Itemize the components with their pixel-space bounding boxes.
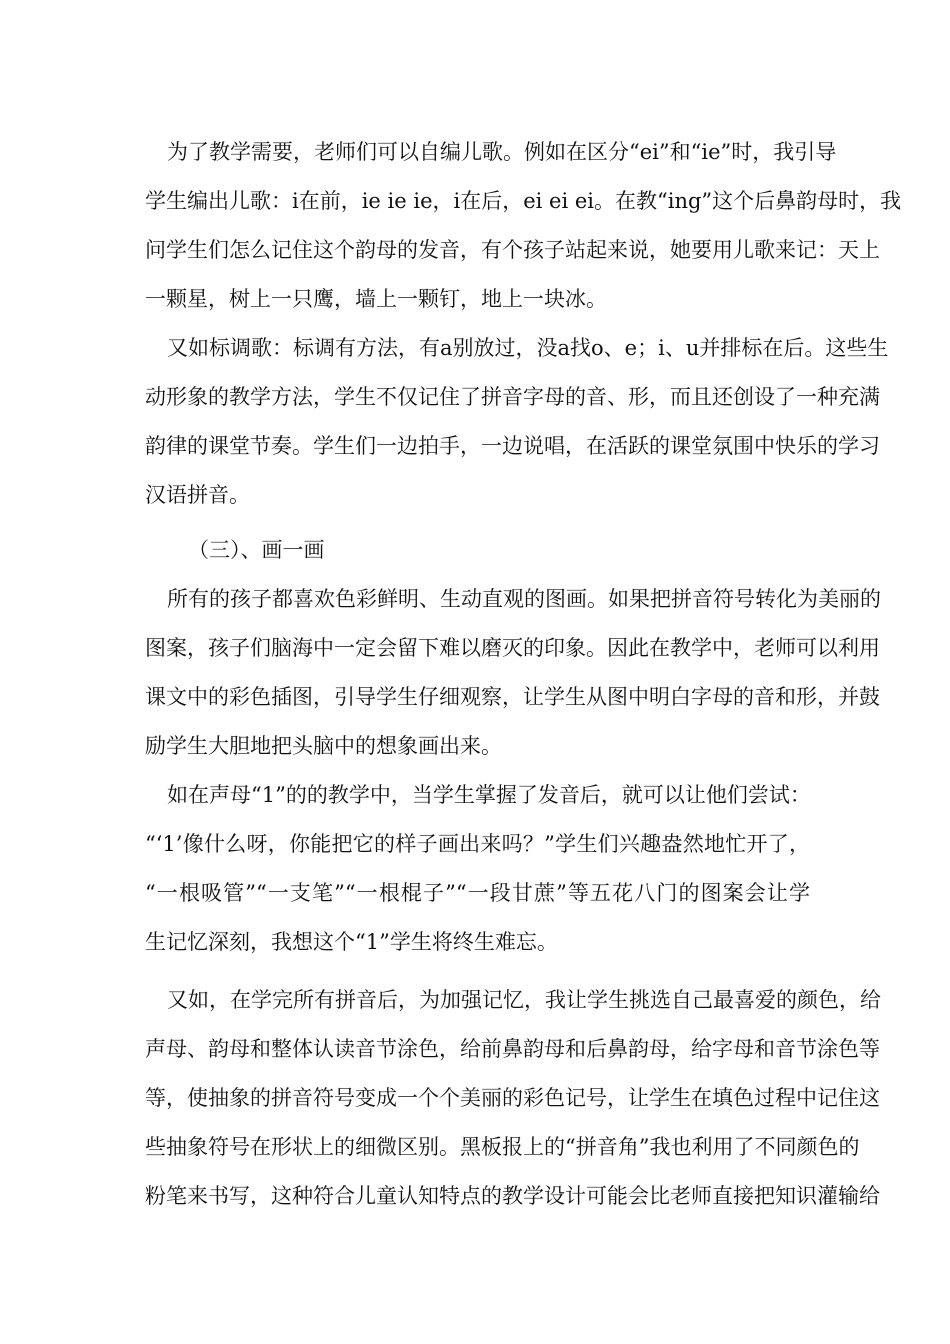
paragraph-1-line-2: 学生编出儿歌：i在前，ie ie ie，i在后，ei ei ei。在教“ing”这个后鼻韵母时，我	[145, 189, 902, 213]
paragraph-3-line-3: 课文中的彩色插图，引导学生仔细观察，让学生从图中明白字母的音和形，并鼓	[145, 685, 880, 709]
paragraph-1-line-3: 问学生们怎么记住这个韵母的发音，有个孩子站起来说，她要用儿歌来记：天上	[145, 238, 880, 262]
paragraph-4-line-2: “‘1’像什么呀，你能把它的样子画出来吗？”学生们兴趣盎然地忙开了，	[145, 832, 810, 856]
paragraph-3-line-4: 励学生大胆地把头脑中的想象画出来。	[145, 734, 502, 758]
paragraph-5-line-4: 些抽象符号在形状上的细微区别。黑板报上的“拼音角”我也利用了不同颜色的	[145, 1135, 860, 1159]
section-heading: （三）、画一画	[188, 538, 325, 562]
paragraph-3-line-1: 所有的孩子都喜欢色彩鲜明、生动直观的图画。如果把拼音符号转化为美丽的	[167, 587, 881, 611]
paragraph-2-line-2: 动形象的教学方法，学生不仅记住了拼音字母的音、形，而且还创设了一种充满	[145, 385, 880, 409]
paragraph-5-line-3: 等，使抽象的拼音符号变成一个个美丽的彩色记号，让学生在填色过程中记住这	[145, 1086, 880, 1110]
paragraph-1-line-4: 一颗星，树上一只鹰，墙上一颗钉，地上一块冰。	[145, 287, 607, 311]
paragraph-5-line-1: 又如，在学完所有拼音后，为加强记忆，我让学生挑选自己最喜爱的颜色，给	[167, 988, 881, 1012]
paragraph-4-line-1: 如在声母“1”的的教学中，当学生掌握了发音后，就可以让他们尝试：	[167, 783, 811, 807]
paragraph-2-line-3: 韵律的课堂节奏。学生们一边拍手，一边说唱，在活跃的课堂氛围中快乐的学习	[145, 434, 880, 458]
paragraph-5-line-2: 声母、韵母和整体认读音节涂色，给前鼻韵母和后鼻韵母，给字母和音节涂色等	[145, 1037, 880, 1061]
paragraph-1-line-1: 为了教学需要，老师们可以自编儿歌。例如在区分“ei”和“ie”时，我引导	[167, 140, 837, 164]
paragraph-4-line-4: 生记忆深刻，我想这个“1”学生将终生难忘。	[145, 930, 558, 954]
paragraph-2-line-1: 又如标调歌：标调有方法，有a别放过，没a找o、e；i、u并排标在后。这些生	[167, 336, 889, 360]
paragraph-4-line-3: “一根吸管”“一支笔”“一根棍子”“一段甘蔗”等五花八门的图案会让学	[145, 881, 810, 905]
paragraph-5-line-5: 粉笔来书写，这种符合儿童认知特点的教学设计可能会比老师直接把知识灌输给	[145, 1184, 880, 1208]
paragraph-3-line-2: 图案，孩子们脑海中一定会留下难以磨灭的印象。因此在教学中，老师可以利用	[145, 636, 880, 660]
paragraph-2-line-4: 汉语拼音。	[145, 483, 250, 507]
